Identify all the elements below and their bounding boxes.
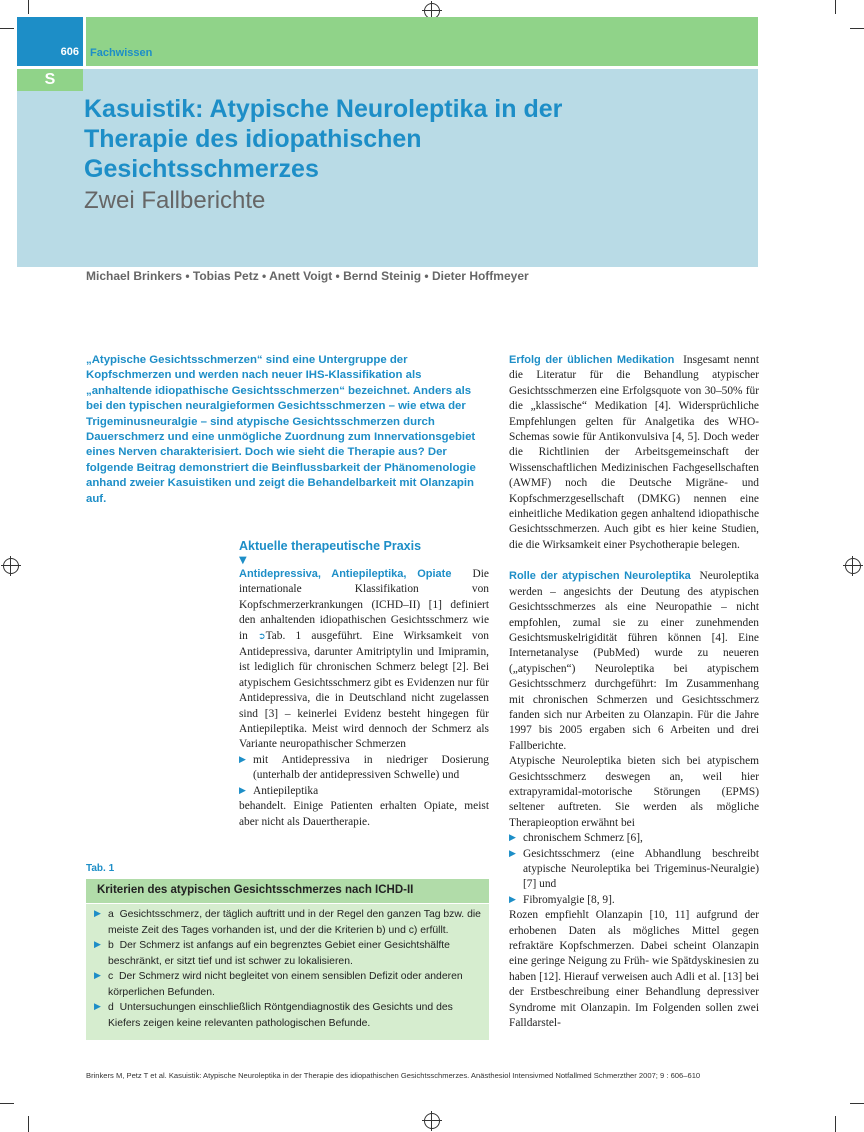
row-key: c — [108, 971, 114, 982]
header-bar — [86, 17, 758, 66]
table-title: Kriterien des atypischen Gesichtsschmerzes nach ICHD-II — [97, 884, 414, 896]
article-title: Kasuistik: Atypische Neuroleptika in der Therapie des idiopathischen Gesichtsschmerzes — [84, 95, 563, 183]
table-label: Tab. 1 — [86, 863, 115, 874]
column-right — [509, 353, 759, 1031]
paragraph-text: ausgeführt. Eine Wirksamkeit von Antidepressiva, darunter Amitriptylin und Imipramin, ist lediglich für chronischen Schmerz belegt [2]. Bei atypischem Gesichtsschmerz gibt es Evidenzen nur für Antidepressiva, die in Deutschland nicht zugelassen sind [3] – keinerlei Evidenz besteht hingegen für Antiepileptika. Meist wird dennoch der Schmerz als Variante neuropathischer Schmerzen — [239, 629, 489, 751]
list-item-text: mit Antidepressiva in niedriger Dosierung (unterhalb der antidepressiven Schwelle) und — [253, 753, 489, 782]
section-heading: Aktuelle therapeutische Praxis — [239, 539, 422, 553]
crop-mark — [850, 28, 864, 29]
list-item — [509, 847, 759, 893]
row-text: Der Schmerz wird nicht begleitet von einem sensiblen Defizit oder anderen körperlichen Befunden. — [108, 971, 463, 998]
registration-mark — [424, 1113, 440, 1129]
row-key: b — [108, 940, 114, 951]
article-subtitle: Zwei Fallberichte — [84, 187, 266, 214]
table-row — [94, 938, 484, 969]
paragraph: behandelt. Einige Patienten erhalten Opiate, meist aber nicht als Dauertherapie. — [239, 800, 489, 828]
table-rows — [94, 907, 484, 1031]
bullet-triangle-icon: ▶ — [94, 909, 101, 919]
section-label: Fachwissen — [90, 47, 153, 59]
bullet-triangle-icon: ▶ — [509, 833, 516, 844]
crop-mark — [835, 1116, 836, 1132]
paragraph — [509, 353, 759, 553]
bullet-triangle-icon: ▶ — [239, 785, 246, 796]
bullet-triangle-icon: ▶ — [509, 894, 516, 905]
crop-mark — [0, 1103, 14, 1104]
crop-mark — [28, 0, 29, 14]
row-key: a — [108, 909, 114, 920]
table-reference-link[interactable]: Tab. 1 — [265, 629, 302, 642]
list-item — [239, 753, 489, 784]
run-in-heading: Rolle der atypischen Neuroleptika — [509, 570, 691, 583]
paragraph: Atypische Neuroleptika bieten sich bei atypischem Gesichtsschmerz deswegen an, weil hier extrapyramidal-motorische Störungen (EPMS) seltener auftreten. Sie werden als mögliche Therapieoption erwähnt bei — [509, 755, 759, 829]
page-number: 606 — [60, 46, 79, 58]
crop-mark — [0, 28, 14, 29]
run-in-heading: Erfolg der üblichen Medikation — [509, 354, 675, 366]
paragraph: Rozen empfiehlt Olanzapin [10, 11] aufgrund der erhobenen Daten als mögliches Mittel gegen refraktäre Kopfschmerzen. Dabei scheint Olanzapin eine geringe Neigung zu Früh- wie Spätdyskinesien zu haben [12]. Hierauf verweisen auch Adli et al. [13] bei der Erstbeschreibung einer Behandlung depressiver Syndrome mit Olanzapin. Im Folgenden sollen zwei Falldarstel- — [509, 909, 759, 1030]
page-number-box — [17, 17, 83, 66]
list-item — [509, 831, 759, 846]
bullet-triangle-icon: ▶ — [94, 940, 101, 950]
table-row — [94, 1000, 484, 1031]
list-item-text: chronischem Schmerz [6], — [523, 832, 643, 845]
bullet-triangle-icon: ▶ — [509, 848, 516, 859]
arrow-down-icon: ▼ — [239, 555, 247, 566]
bullet-triangle-icon: ▶ — [239, 754, 246, 765]
section-letter: S — [44, 71, 56, 88]
bullet-triangle-icon: ▶ — [94, 1002, 101, 1012]
bullet-triangle-icon: ▶ — [94, 971, 101, 981]
list-item — [509, 893, 759, 908]
author-list: Michael Brinkers • Tobias Petz • Anett Voigt • Bernd Steinig • Dieter Hoffmeyer — [86, 269, 529, 283]
paragraph-text: Insgesamt nennt die Literatur für die Behandlung atypischer Gesichtsschmerzen eine Erfolgsquote von 30–50% für die „klassische“ Medikation [4]. Widersprüchliche Empfehlungen gelten für Analgetika des WHO-Schemas sowie für Antikonvulsiva [4, 5]. Doch weder die Richtlinien der Arbeitsgemeinschaft der Wissenschaftlichen Medizinischen Fachgesellschaften (AWMF) noch die Deutsche Migräne- und Kopfschmerzgesellschaft (DMKG) nennen eine einheitliche Medikation gegen anhaltend idiopathische Gesichtsschmerzen. Auch gibt es hier keine Studien, die die Wirksamkeit einer Psychotherapie belegen. — [509, 354, 759, 551]
column-middle — [239, 537, 489, 830]
table-row — [94, 969, 484, 1000]
list-item — [239, 784, 489, 799]
crop-mark — [28, 1116, 29, 1132]
paragraph-text: Die internationale Klassifikation von Kopfschmerzerkrankungen (ICHD–II) [1] definiert den anhaltenden idiopathischen Gesichtsschmerz wie in — [239, 568, 489, 642]
row-text: Untersuchungen einschließlich Röntgendiagnostik des Gesichts und des Kiefers zeigen keine relevanten pathologischen Befunde. — [108, 1002, 453, 1029]
row-key: d — [108, 1002, 114, 1013]
abstract: „Atypische Gesichtsschmerzen“ sind eine Untergruppe der Kopfschmerzen und werden nach neuer IHS-Klassifikation als „anhaltende idiopathische Gesichtsschmerzen“ bezeichnet. Anders als bei den typischen neuralgieformen Gesichtsschmerzen – wie etwa der Trigeminusneuralgie – sind atypische Gesichtsschmerzen durch Dauerschmerz und eine unmögliche Zuordnung zum Innervationsgebiet eines Nerven charakterisiert. Doch wie sieht die Therapie aus? Der folgende Beitrag demonstriert die Beinflussbarkeit der Phänomenologie anhand zweier Kasuistiken und zeigt die Behandelbarkeit mit Olanzapin auf. — [86, 354, 476, 505]
reference-arrow-icon: ➲ — [258, 631, 266, 642]
table-row — [94, 907, 484, 938]
list-item-text: Antiepileptika — [253, 784, 319, 797]
registration-mark — [845, 558, 861, 574]
crop-mark — [835, 0, 836, 14]
run-in-heading: Antidepressiva, Antiepileptika, Opiate — [239, 568, 452, 580]
list-item-text: Gesichtsschmerz (eine Abhandlung beschreibt atypische Neuroleptika bei Trigeminus-Neuralgie) [7] und — [523, 847, 759, 891]
crop-mark — [850, 1103, 864, 1104]
row-text: Der Schmerz ist anfangs auf ein begrenztes Gebiet einer Gesichtshälfte beschränkt, er sitzt tief und ist schwer zu lokalisieren. — [108, 940, 450, 967]
citation-footer: Brinkers M, Petz T et al. Kasuistik: Atypische Neuroleptika in der Therapie des idiopathischen Gesichtsschmerzes. Anästhesiol Intensivmed Notfallmed Schmerzther 2007; 9 : 606–610 — [86, 1071, 701, 1080]
paragraph-text: Neuroleptika werden – angesichts der Deutung des atypischen Gesichtsschmerzes als eine Neuropathie – nicht empfohlen, zumal sie zu einer zunehmenden Gesichtsmuskelrigidität führen können [4]. Eine Internetanalyse (PubMed) wurde zu neueren („atypischen“) Neuroleptika bei atypischem Gesichtsschmerz durchgeführt: Im Zusammenhang mit chronischen Schmerzen und Gesichtsschmerz fanden sich nur Arbeiten zu Olanzapin. Für die Jahre 1997 bis 2005 ergaben sich 6 Arbeiten und drei Fallberichte. — [509, 570, 759, 752]
registration-mark — [3, 558, 19, 574]
paragraph — [239, 567, 489, 753]
list-item-text: Fibromyalgie [8, 9]. — [523, 893, 615, 906]
row-text: Gesichtsschmerz, der täglich auftritt und in der Regel den ganzen Tag bzw. die meiste Zeit des Tages vorhanden ist, und der die Kriterien b) und c) erfüllt. — [108, 909, 481, 936]
paragraph — [509, 569, 759, 754]
